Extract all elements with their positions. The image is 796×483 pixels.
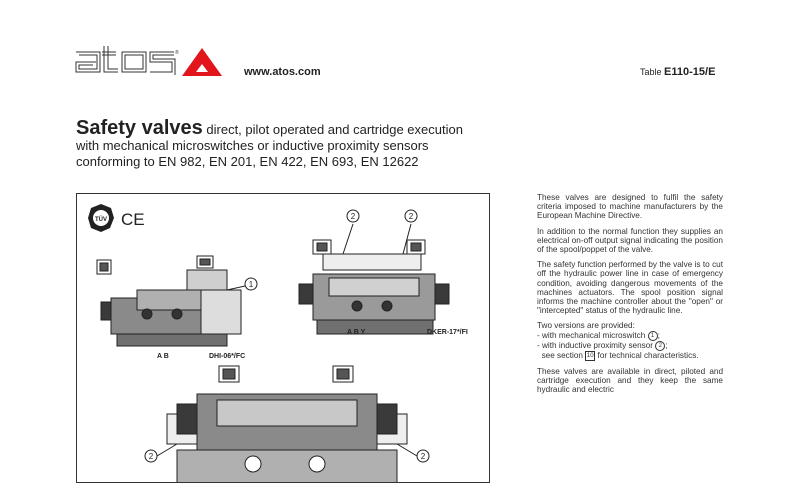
table-reference [640,66,715,78]
paragraph-5: These valves are available in direct, piloted and cartridge execution and they keep the same hydraulic and electric [537,366,723,395]
version-item-2-tail-a: see section [541,350,583,360]
callout-2-left [347,210,359,222]
callout-1 [245,278,257,290]
valve2-ports: A B Y [347,329,366,336]
paragraph-4: Two versions are provided: - with mechanical microswitch 1 ; - with inductive proximity sensor 2 ; see section 10 for technical characteristics. [537,321,699,360]
svg-text:1: 1 [248,280,254,289]
page-title [76,117,576,170]
description-text [537,193,723,400]
ce-mark-icon: CE [121,210,145,229]
title-main: Safety valves [76,117,203,139]
versions-intro: Two versions are provided: [537,321,635,331]
valve1-ports: A B [157,353,169,360]
paragraph-2: In addition to the normal function they supplies an electrical on-off output signal indicating the position of the spool/poppet of the valve. [537,226,723,255]
section-10-icon: 10 [586,352,594,359]
table-prefix: Table [640,67,662,77]
title-subtitle-3: conforming to EN 982, EN 201, EN 422, EN 693, EN 12622 [76,154,419,169]
callout-2-right [405,210,417,222]
atos-logo [74,42,234,87]
valves-illustration [76,193,490,483]
callout-2-lower-right [417,450,429,462]
svg-text:2: 2 [408,212,414,221]
valve-dker-icon [299,224,449,334]
valve1-label: DHI-06*/FC [209,353,246,360]
ref-1-icon: 1 [648,331,658,341]
svg-text:2: 2 [420,452,426,461]
ref-2-icon: 2 [655,341,665,351]
valve-cartridge-icon [157,366,417,483]
callout-2-lower-left [145,450,157,462]
paragraph-1: These valves are designed to fulfil the safety criteria imposed to machine manufacturers by the European Machine Directive. [537,193,723,221]
paragraph-3: The safety function performed by the valve is to cut off the hydraulic power line in case of emergency condition, avoiding dangerous movements of the machines actuators. The spool position signal informs the machine controller about the "open" or "intercepted" status of the hydraulic line. [537,260,723,316]
svg-text:2: 2 [148,452,154,461]
table-code: E110-15/E [664,66,716,78]
title-subtitle-2: with mechanical microswitches or inductive proximity sensors [76,138,429,153]
version-item-2-tail-b: for technical characteristics. [597,350,699,360]
valve2-label: DKER-17*/FI [427,329,468,336]
svg-text:2: 2 [350,212,356,221]
version-item-1: - with mechanical microswitch [537,330,646,340]
tuv-badge-icon [88,204,114,232]
svg-text:®: ® [175,50,179,56]
title-subtitle-1: direct, pilot operated and cartridge execution [206,122,463,137]
valve-dhi-icon [97,256,245,346]
tuv-label: TÜV [95,217,107,223]
version-item-2: - with inductive proximity sensor [537,340,654,350]
website-link[interactable]: www.atos.com [244,66,321,78]
